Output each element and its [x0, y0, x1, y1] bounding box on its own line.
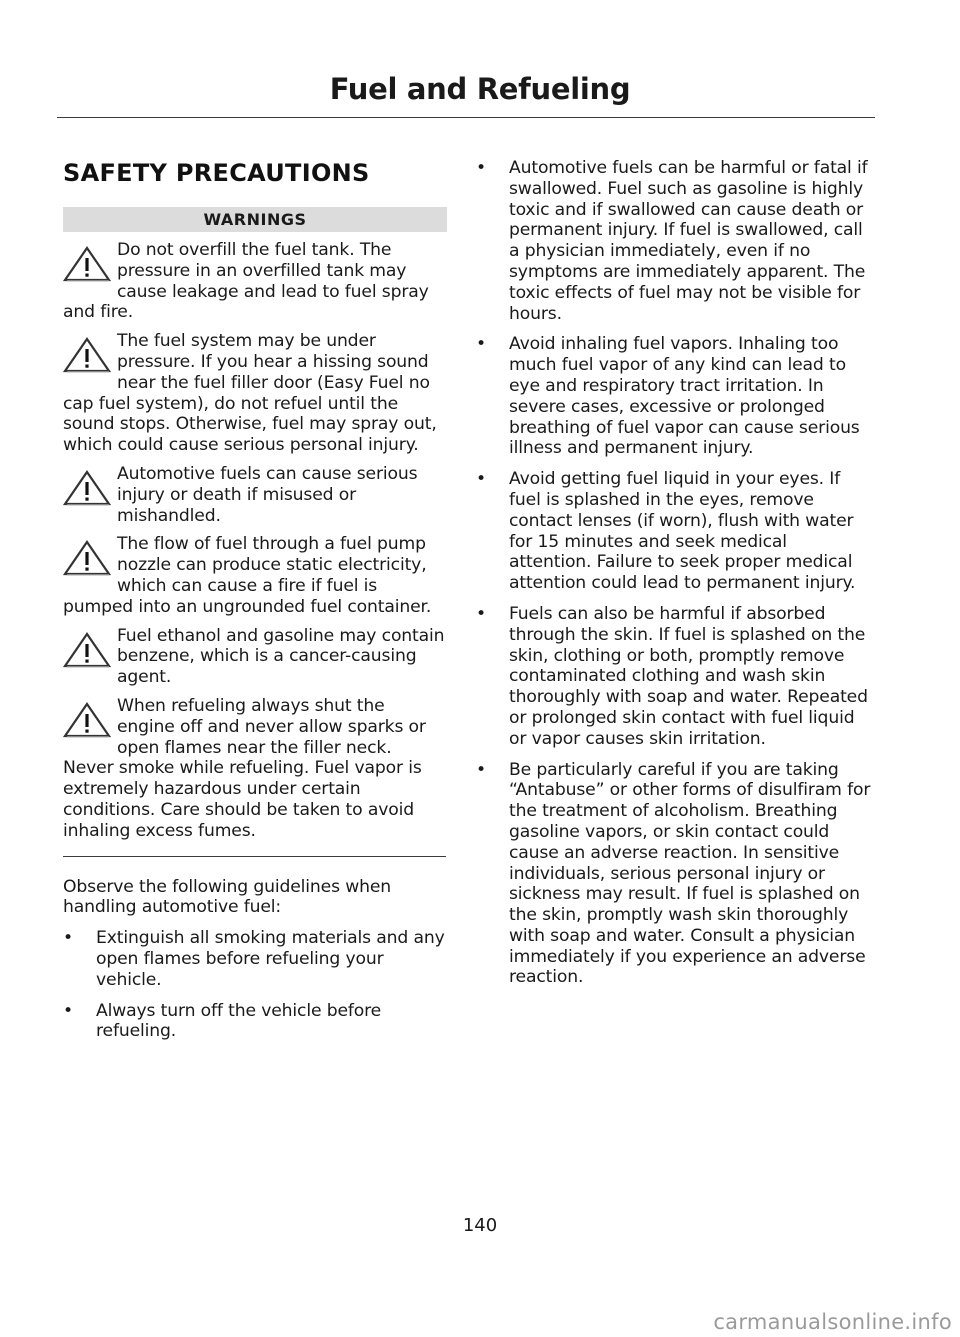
list-item — [476, 158, 872, 324]
list-item — [476, 334, 872, 459]
warning-triangle-icon — [63, 470, 111, 510]
list-item-text: Extinguish all smoking materials and any open flames before refueling your vehicle. — [96, 928, 445, 990]
right-column — [476, 156, 872, 988]
section-title: SAFETY PRECAUTIONS — [63, 159, 370, 187]
warning-triangle-icon — [63, 702, 111, 742]
list-item-text: Always turn off the vehicle before refueling. — [96, 1000, 382, 1042]
warning-item — [63, 240, 447, 323]
header-divider — [57, 117, 875, 118]
warning-text: The flow of fuel through a fuel pump nozzle can produce static electricity, which can cause a fire if fuel is pumped into an ungrounded fuel container. — [63, 534, 432, 617]
list-item — [63, 1001, 447, 1043]
warning-triangle-icon — [63, 246, 111, 286]
bullet-icon: • — [476, 759, 486, 780]
left-column — [63, 156, 447, 1042]
bullet-icon: • — [476, 603, 486, 624]
warnings-label: WARNINGS — [63, 207, 447, 232]
list-item — [476, 760, 872, 989]
bullet-icon: • — [63, 928, 73, 949]
list-item-text: Automotive fuels can be harmful or fatal if swallowed. Fuel such as gasoline is highly toxic and if swallowed can cause death or permanent injury. If fuel is swallowed, call a physician immediately, even if no symptoms are immediately apparent. The toxic effects of fuel may not be visible for hours. — [509, 158, 868, 324]
guidelines-intro: Observe the following guidelines when handling automotive fuel: — [63, 876, 392, 918]
watermark-text: carmanualsonline.info — [713, 1310, 952, 1334]
list-item-text: Fuels can also be harmful if absorbed through the skin. If fuel is splashed on the skin, clothing or both, promptly remove contaminated clothing and wash skin thoroughly with soap and water. Repeated or prolonged skin contact with fuel liquid or vapor causes skin irritation. — [509, 603, 868, 749]
warning-item — [63, 534, 447, 617]
warning-text: When refueling always shut the engine off and never allow sparks or open flames near the filler neck. Never smoke while refueling. Fuel vapor is extremely hazardous under certain conditions. Care should be taken to avoid inhaling excess fumes. — [63, 695, 426, 841]
bullet-icon: • — [476, 334, 486, 355]
bullet-icon: • — [63, 1000, 73, 1021]
list-item — [476, 469, 872, 594]
warning-text: Fuel ethanol and gasoline may contain benzene, which is a cancer-causing agent. — [117, 625, 445, 688]
guidelines-list-right — [476, 158, 872, 988]
list-item-text: Avoid inhaling fuel vapors. Inhaling too much fuel vapor of any kind can lead to eye and respiratory tract irritation. In severe cases, excessive or prolonged breathing of fuel vapor can cause serious illness and permanent injury. — [509, 334, 860, 459]
list-item — [476, 604, 872, 750]
warning-text: Automotive fuels can cause serious injury or death if misused or mishandled. — [117, 463, 418, 526]
warning-item — [63, 464, 447, 526]
bullet-icon: • — [476, 158, 486, 178]
warning-text: Do not overfill the fuel tank. The pressure in an overfilled tank may cause leakage and lead to fuel spray and fire. — [63, 240, 429, 323]
warning-text: The fuel system may be under pressure. If you hear a hissing sound near the fuel filler door (Easy Fuel no cap fuel system), do not refuel until the sound stops. Otherwise, fuel may spray out, which could cause serious personal injury. — [63, 331, 437, 456]
warning-item — [63, 696, 447, 842]
bullet-icon: • — [476, 469, 486, 490]
warning-item — [63, 331, 447, 456]
warning-triangle-icon — [63, 337, 111, 377]
list-item-text: Avoid getting fuel liquid in your eyes. If fuel is splashed in the eyes, remove contact lenses (if worn), flush with water for 15 minutes and seek medical attention. Failure to seek proper medical attention could lead to permanent injury. — [509, 469, 856, 594]
warning-triangle-icon — [63, 632, 111, 672]
list-item-text: Be particularly careful if you are taking “Antabuse” or other forms of disulfiram for the treatment of alcoholism. Breathing gasoline vapors, or skin contact could cause an adverse reaction. In sensitive individuals, serious personal injury or sickness may result. If fuel is splashed on the skin, promptly wash skin thoroughly with soap and water. Consult a physician immediately if you experience an adverse reaction. — [509, 759, 871, 988]
warnings-end-divider — [63, 856, 446, 857]
page-header-title: Fuel and Refueling — [329, 72, 631, 106]
list-item — [63, 928, 447, 990]
page-number: 140 — [462, 1215, 498, 1236]
guidelines-list-left — [63, 928, 447, 1042]
warning-item — [63, 626, 447, 688]
warning-triangle-icon — [63, 540, 111, 580]
